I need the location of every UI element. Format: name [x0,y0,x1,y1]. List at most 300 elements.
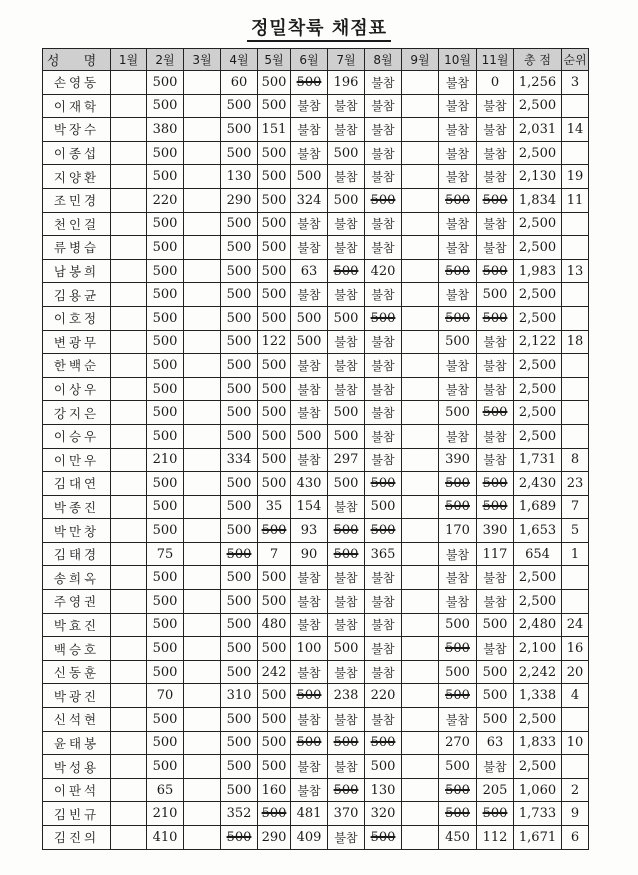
member-name-cell: 김용균 [43,283,111,307]
month-score-cell: 500 [365,472,402,496]
column-header: 6월 [291,49,328,71]
table-row [43,448,589,472]
month-score-cell: 500 [221,212,258,236]
month-score-cell: 불참 [365,448,402,472]
month-score-cell [184,472,221,496]
month-score-cell: 500 [258,259,291,283]
month-score-cell: 불참 [328,590,365,614]
table-row [43,212,589,236]
month-score-cell: 500 [365,495,402,519]
month-score-cell: 불참 [477,755,514,779]
month-score-cell: 151 [258,118,291,142]
month-score-cell [402,778,439,802]
member-name-cell: 이판석 [43,778,111,802]
table-row [43,188,589,212]
month-score-cell [184,401,221,425]
rank-cell [562,377,589,401]
month-score-cell: 500 [439,306,477,330]
month-score-cell: 500 [291,684,328,708]
month-score-cell: 500 [258,377,291,401]
rank-cell [562,590,589,614]
month-score-cell [111,708,147,732]
month-score-cell [402,283,439,307]
month-score-cell: 불참 [365,660,402,684]
member-name-cell: 박광진 [43,684,111,708]
month-score-cell: 500 [147,354,184,378]
month-score-cell: 불참 [365,165,402,189]
month-score-cell [402,826,439,850]
month-score-cell: 불참 [291,354,328,378]
month-score-cell [184,212,221,236]
month-score-cell: 500 [439,778,477,802]
month-score-cell: 불참 [477,424,514,448]
month-score-cell: 500 [477,660,514,684]
month-score-cell [111,755,147,779]
month-score-cell: 불참 [477,118,514,142]
month-score-cell [184,542,221,566]
table-row [43,424,589,448]
total-score-cell: 2,500 [514,94,562,118]
total-score-cell: 2,500 [514,141,562,165]
rank-cell: 19 [562,165,589,189]
month-score-cell [402,495,439,519]
month-score-cell [402,306,439,330]
column-header: 10월 [439,49,477,71]
table-row [43,377,589,401]
month-score-cell [184,660,221,684]
month-score-cell: 500 [328,259,365,283]
total-score-cell: 1,689 [514,495,562,519]
month-score-cell: 500 [477,401,514,425]
month-score-cell [402,354,439,378]
month-score-cell: 500 [147,708,184,732]
column-header: 5월 [258,49,291,71]
month-score-cell: 불참 [477,590,514,614]
month-score-cell: 500 [439,495,477,519]
month-score-cell [184,354,221,378]
month-score-cell: 500 [477,259,514,283]
month-score-cell: 500 [147,755,184,779]
month-score-cell: 500 [147,236,184,260]
member-name-cell: 윤태봉 [43,731,111,755]
month-score-cell: 500 [221,259,258,283]
month-score-cell: 500 [147,212,184,236]
month-score-cell: 450 [439,826,477,850]
month-score-cell [402,637,439,661]
month-score-cell [402,566,439,590]
table-row [43,306,589,330]
header-row [43,49,589,71]
month-score-cell: 불참 [439,71,477,95]
month-score-cell: 500 [147,330,184,354]
month-score-cell: 500 [258,401,291,425]
member-name-cell: 김대연 [43,472,111,496]
month-score-cell [184,731,221,755]
month-score-cell: 불참 [439,354,477,378]
rank-cell: 10 [562,731,589,755]
rank-cell: 13 [562,259,589,283]
table-row [43,330,589,354]
month-score-cell [402,684,439,708]
rank-cell: 8 [562,448,589,472]
rank-cell: 24 [562,613,589,637]
month-score-cell: 500 [439,472,477,496]
total-score-cell: 2,500 [514,212,562,236]
month-score-cell: 500 [221,377,258,401]
table-body [43,71,589,850]
month-score-cell: 500 [439,401,477,425]
month-score-cell: 500 [221,306,258,330]
month-score-cell: 500 [258,354,291,378]
table-row [43,165,589,189]
month-score-cell [111,472,147,496]
month-score-cell: 불참 [291,377,328,401]
total-score-cell: 2,500 [514,424,562,448]
month-score-cell: 불참 [328,165,365,189]
month-score-cell: 210 [147,802,184,826]
month-score-cell: 500 [258,519,291,543]
month-score-cell [402,118,439,142]
month-score-cell: 160 [258,778,291,802]
month-score-cell [184,802,221,826]
month-score-cell: 500 [328,472,365,496]
month-score-cell: 500 [258,755,291,779]
month-score-cell: 500 [147,141,184,165]
month-score-cell: 불참 [365,330,402,354]
rank-cell [562,141,589,165]
month-score-cell [111,354,147,378]
month-score-cell: 불참 [328,660,365,684]
month-score-cell: 500 [365,519,402,543]
month-score-cell: 불참 [291,755,328,779]
month-score-cell: 500 [328,141,365,165]
month-score-cell [111,542,147,566]
month-score-cell: 500 [258,165,291,189]
month-score-cell: 500 [258,212,291,236]
month-score-cell: 500 [365,826,402,850]
month-score-cell [184,141,221,165]
month-score-cell: 500 [221,118,258,142]
table-row [43,259,589,283]
month-score-cell [111,778,147,802]
table-row [43,495,589,519]
month-score-cell: 500 [258,283,291,307]
month-score-cell [111,94,147,118]
month-score-cell: 500 [221,94,258,118]
month-score-cell [184,637,221,661]
month-score-cell: 365 [365,542,402,566]
month-score-cell: 500 [365,731,402,755]
member-name-cell: 한백순 [43,354,111,378]
month-score-cell [184,519,221,543]
month-score-cell: 500 [147,377,184,401]
rank-cell [562,94,589,118]
total-score-cell: 1,834 [514,188,562,212]
month-score-cell [111,566,147,590]
month-score-cell: 불참 [328,826,365,850]
month-score-cell: 220 [365,684,402,708]
total-score-cell: 2,500 [514,401,562,425]
month-score-cell: 500 [147,495,184,519]
month-score-cell: 불참 [291,778,328,802]
month-score-cell: 불참 [328,236,365,260]
month-score-cell: 불참 [365,236,402,260]
column-header: 9월 [402,49,439,71]
month-score-cell: 500 [147,165,184,189]
month-score-cell: 410 [147,826,184,850]
month-score-cell [184,236,221,260]
member-name-cell: 이승우 [43,424,111,448]
month-score-cell: 불참 [365,118,402,142]
column-header: 2월 [147,49,184,71]
month-score-cell [111,306,147,330]
month-score-cell [111,448,147,472]
month-score-cell: 500 [221,826,258,850]
month-score-cell: 35 [258,495,291,519]
month-score-cell: 불참 [328,708,365,732]
table-row [43,542,589,566]
month-score-cell [111,684,147,708]
rank-cell [562,708,589,732]
month-score-cell [184,259,221,283]
month-score-cell [184,306,221,330]
rank-cell: 9 [562,802,589,826]
column-header: 11월 [477,49,514,71]
month-score-cell: 불참 [477,448,514,472]
page-title [0,14,638,40]
month-score-cell: 불참 [291,94,328,118]
month-score-cell: 238 [328,684,365,708]
month-score-cell: 196 [328,71,365,95]
month-score-cell: 93 [291,519,328,543]
month-score-cell: 500 [439,330,477,354]
month-score-cell: 불참 [291,590,328,614]
month-score-cell [402,802,439,826]
month-score-cell: 불참 [477,377,514,401]
month-score-cell: 500 [258,94,291,118]
month-score-cell: 500 [258,637,291,661]
month-score-cell: 500 [439,613,477,637]
member-name-cell: 이호정 [43,306,111,330]
total-score-cell: 1,653 [514,519,562,543]
month-score-cell [111,259,147,283]
month-score-cell [111,212,147,236]
month-score-cell: 불참 [439,377,477,401]
member-name-cell: 이재학 [43,94,111,118]
column-header: 7월 [328,49,365,71]
month-score-cell: 불참 [439,566,477,590]
month-score-cell: 불참 [291,566,328,590]
month-score-cell: 70 [147,684,184,708]
member-name-cell: 박종진 [43,495,111,519]
month-score-cell: 242 [258,660,291,684]
month-score-cell [111,141,147,165]
month-score-cell [111,590,147,614]
month-score-cell: 500 [258,708,291,732]
month-score-cell: 270 [439,731,477,755]
month-score-cell: 500 [439,188,477,212]
month-score-cell [111,188,147,212]
month-score-cell: 500 [221,660,258,684]
table-header [43,49,589,71]
month-score-cell [184,188,221,212]
month-score-cell: 불참 [328,94,365,118]
month-score-cell [111,165,147,189]
month-score-cell [111,330,147,354]
month-score-cell: 불참 [328,212,365,236]
table-row [43,731,589,755]
month-score-cell: 380 [147,118,184,142]
month-score-cell [111,401,147,425]
table-row [43,755,589,779]
month-score-cell [402,519,439,543]
month-score-cell [111,495,147,519]
month-score-cell: 290 [258,826,291,850]
table-row [43,708,589,732]
month-score-cell: 500 [328,637,365,661]
month-score-cell: 500 [477,306,514,330]
month-score-cell: 500 [221,542,258,566]
month-score-cell: 불참 [328,377,365,401]
month-score-cell: 310 [221,684,258,708]
month-score-cell: 500 [477,802,514,826]
month-score-cell: 324 [291,188,328,212]
month-score-cell: 불참 [291,212,328,236]
month-score-cell [184,566,221,590]
table-row [43,660,589,684]
table-row [43,283,589,307]
column-header: 총 점 [514,49,562,71]
month-score-cell [111,519,147,543]
month-score-cell [184,94,221,118]
member-name-cell: 김빈규 [43,802,111,826]
month-score-cell [402,660,439,684]
month-score-cell: 불참 [365,94,402,118]
month-score-cell: 불참 [291,448,328,472]
month-score-cell [184,684,221,708]
rank-cell: 2 [562,778,589,802]
rank-cell: 6 [562,826,589,850]
month-score-cell: 불참 [328,613,365,637]
month-score-cell: 370 [328,802,365,826]
month-score-cell: 117 [477,542,514,566]
member-name-cell: 이종섭 [43,141,111,165]
month-score-cell: 불참 [365,354,402,378]
month-score-cell: 불참 [477,637,514,661]
total-score-cell: 2,100 [514,637,562,661]
total-score-cell: 2,031 [514,118,562,142]
month-score-cell: 170 [439,519,477,543]
month-score-cell: 500 [258,684,291,708]
month-score-cell: 불참 [365,141,402,165]
month-score-cell: 320 [365,802,402,826]
month-score-cell: 409 [291,826,328,850]
month-score-cell: 불참 [291,236,328,260]
month-score-cell [184,755,221,779]
total-score-cell: 1,983 [514,259,562,283]
member-name-cell: 박만창 [43,519,111,543]
month-score-cell: 500 [147,94,184,118]
month-score-cell: 불참 [365,590,402,614]
month-score-cell: 500 [477,708,514,732]
month-score-cell: 불참 [477,94,514,118]
month-score-cell: 334 [221,448,258,472]
month-score-cell: 500 [439,660,477,684]
month-score-cell: 500 [221,283,258,307]
total-score-cell: 2,500 [514,306,562,330]
month-score-cell: 500 [439,755,477,779]
month-score-cell [184,283,221,307]
month-score-cell: 122 [258,330,291,354]
month-score-cell: 불참 [365,377,402,401]
month-score-cell: 500 [221,731,258,755]
month-score-cell: 500 [221,566,258,590]
month-score-cell: 500 [258,141,291,165]
member-name-cell: 변광무 [43,330,111,354]
page-title-text: 정밀착륙 채점표 [247,18,391,42]
month-score-cell [184,71,221,95]
member-name-cell: 백승호 [43,637,111,661]
month-score-cell [402,590,439,614]
month-score-cell: 500 [258,802,291,826]
month-score-cell: 불참 [328,283,365,307]
month-score-cell [111,71,147,95]
rank-cell: 23 [562,472,589,496]
member-name-cell: 이만우 [43,448,111,472]
month-score-cell: 7 [258,542,291,566]
month-score-cell: 500 [221,708,258,732]
table-row [43,118,589,142]
total-score-cell: 2,500 [514,708,562,732]
month-score-cell: 430 [291,472,328,496]
month-score-cell: 500 [147,71,184,95]
month-score-cell: 불참 [365,283,402,307]
table-row [43,519,589,543]
month-score-cell: 420 [365,259,402,283]
month-score-cell: 500 [147,613,184,637]
month-score-cell [402,165,439,189]
month-score-cell: 75 [147,542,184,566]
month-score-cell [111,424,147,448]
month-score-cell: 불참 [477,330,514,354]
month-score-cell: 500 [147,424,184,448]
month-score-cell: 500 [328,424,365,448]
rank-cell: 14 [562,118,589,142]
rank-cell [562,401,589,425]
member-name-cell: 류병습 [43,236,111,260]
month-score-cell: 500 [147,472,184,496]
month-score-cell: 500 [221,590,258,614]
month-score-cell: 390 [477,519,514,543]
table-row [43,141,589,165]
month-score-cell: 500 [328,401,365,425]
month-score-cell [402,755,439,779]
month-score-cell: 500 [147,637,184,661]
rank-cell: 1 [562,542,589,566]
member-name-cell: 천인걸 [43,212,111,236]
total-score-cell: 1,731 [514,448,562,472]
month-score-cell: 불참 [328,755,365,779]
member-name-cell: 남봉희 [43,259,111,283]
month-score-cell: 불참 [439,590,477,614]
month-score-cell [184,377,221,401]
table-row [43,71,589,95]
month-score-cell: 500 [477,684,514,708]
member-name-cell: 김진의 [43,826,111,850]
month-score-cell: 500 [221,637,258,661]
month-score-cell [402,424,439,448]
month-score-cell: 500 [328,731,365,755]
